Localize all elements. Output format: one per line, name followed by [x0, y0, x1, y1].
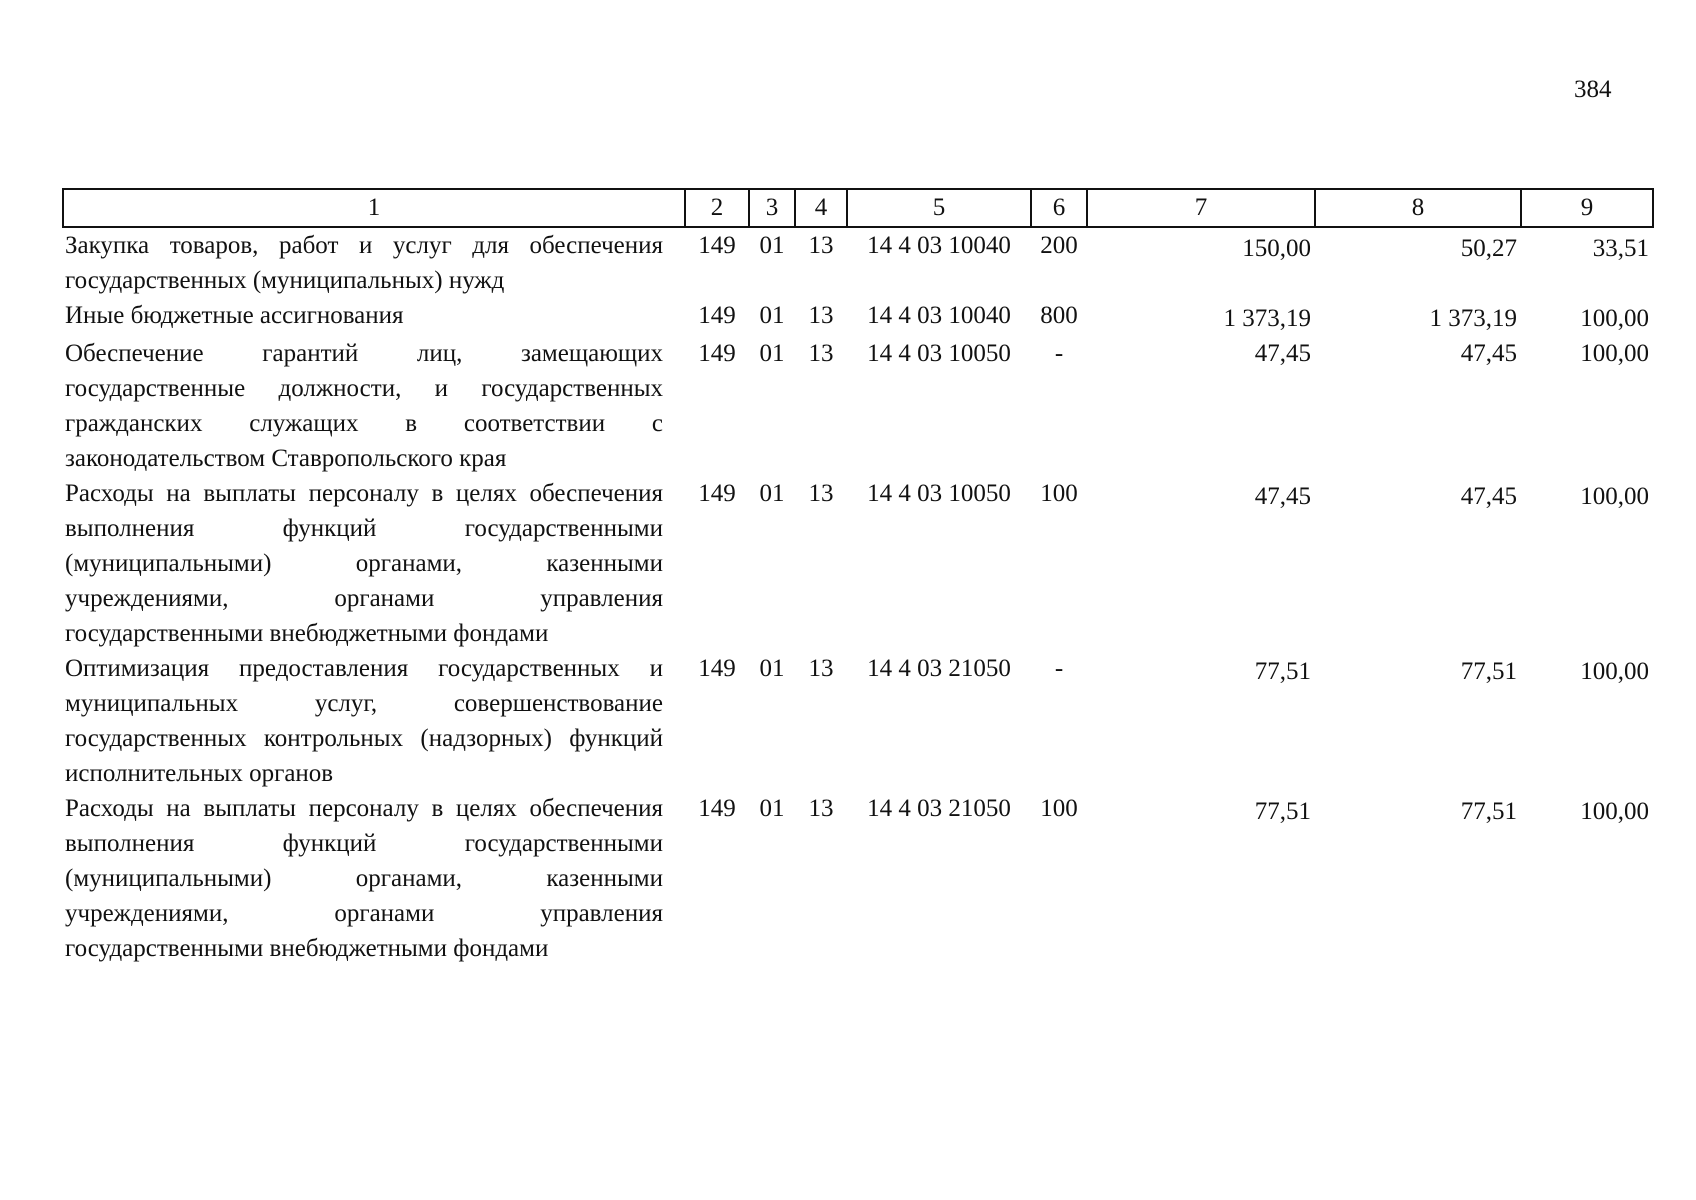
row-value-7: 77,51 [1254, 798, 1311, 825]
table-row [63, 227, 1653, 298]
header-col-7: 7 [1087, 189, 1315, 227]
row-value-7: 150,00 [1242, 235, 1311, 262]
row-value-8: 77,51 [1460, 658, 1517, 685]
header-col-1: 1 [63, 189, 685, 227]
row-code-3: 01 [759, 795, 785, 822]
page-number: 384 [1574, 76, 1612, 103]
row-value-7: 47,45 [1254, 483, 1311, 510]
row-description: Закупка товаров, работ и услуг для обеспечения государственных (муниципальных) нужд [65, 232, 663, 294]
row-code-3: 01 [759, 340, 785, 367]
header-col-3: 3 [749, 189, 795, 227]
row-code-4: 13 [808, 302, 834, 329]
row-code-6: - [1054, 655, 1064, 682]
row-value-7: 77,51 [1254, 658, 1311, 685]
row-code-6: 100 [1040, 480, 1078, 507]
row-code-3: 01 [759, 480, 785, 507]
row-code-2: 149 [698, 655, 736, 682]
header-col-8: 8 [1315, 189, 1521, 227]
row-value-8: 47,45 [1460, 483, 1517, 510]
table-header [63, 189, 1653, 227]
header-col-5: 5 [847, 189, 1031, 227]
row-code-5: 14 4 03 21050 [867, 655, 1011, 682]
row-code-2: 149 [698, 795, 736, 822]
row-value-9: 100,00 [1580, 798, 1649, 825]
row-description: Оптимизация предоставления государственных и муниципальных услуг, совершенствование государственных контрольных (надзорных) функций исполнительных органов [65, 655, 663, 787]
table-row [63, 651, 1653, 791]
row-code-4: 13 [808, 480, 834, 507]
row-code-5: 14 4 03 21050 [867, 795, 1011, 822]
header-col-9: 9 [1521, 189, 1653, 227]
row-code-4: 13 [808, 340, 834, 367]
row-value-8: 50,27 [1460, 235, 1517, 262]
row-code-6: 800 [1040, 302, 1078, 329]
row-code-4: 13 [808, 232, 834, 259]
row-value-9: 100,00 [1580, 305, 1649, 332]
row-description: Расходы на выплаты персоналу в целях обеспечения выполнения функций государственными (муниципальными) органами, казенными учреждениями, органами управления государственными внебюджетными фондами [65, 480, 663, 647]
row-code-4: 13 [808, 655, 834, 682]
row-value-9: 33,51 [1592, 235, 1649, 262]
row-value-9: 100,00 [1580, 340, 1649, 367]
row-code-2: 149 [698, 340, 736, 367]
row-code-5: 14 4 03 10050 [867, 340, 1011, 367]
row-code-5: 14 4 03 10050 [867, 480, 1011, 507]
row-code-5: 14 4 03 10040 [867, 302, 1011, 329]
header-row [63, 189, 1653, 227]
row-value-9: 100,00 [1580, 658, 1649, 685]
row-code-5: 14 4 03 10040 [867, 232, 1011, 259]
row-value-9: 100,00 [1580, 483, 1649, 510]
row-code-6: - [1054, 340, 1064, 367]
table-row [63, 791, 1653, 966]
row-code-6: 200 [1040, 232, 1078, 259]
table-row [63, 298, 1653, 336]
row-description: Обеспечение гарантий лиц, замещающих государственные должности, и государственных гражданских служащих в соответствии с законодательством Ставропольского края [65, 340, 663, 472]
row-value-8: 77,51 [1460, 798, 1517, 825]
row-code-3: 01 [759, 655, 785, 682]
row-code-3: 01 [759, 232, 785, 259]
row-value-8: 47,45 [1460, 340, 1517, 367]
budget-table [62, 188, 1654, 966]
row-code-4: 13 [808, 795, 834, 822]
row-code-6: 100 [1040, 795, 1078, 822]
header-col-2: 2 [685, 189, 749, 227]
row-description: Иные бюджетные ассигнования [65, 302, 404, 329]
row-code-2: 149 [698, 480, 736, 507]
row-code-2: 149 [698, 302, 736, 329]
row-description: Расходы на выплаты персоналу в целях обеспечения выполнения функций государственными (муниципальными) органами, казенными учреждениями, органами управления государственными внебюджетными фондами [65, 795, 663, 962]
header-col-4: 4 [795, 189, 847, 227]
table-row [63, 336, 1653, 476]
row-code-3: 01 [759, 302, 785, 329]
row-value-8: 1 373,19 [1429, 305, 1517, 332]
row-value-7: 47,45 [1254, 340, 1311, 367]
row-code-2: 149 [698, 232, 736, 259]
table-row [63, 476, 1653, 651]
row-value-7: 1 373,19 [1223, 305, 1311, 332]
header-col-6: 6 [1031, 189, 1087, 227]
table-body [63, 227, 1653, 966]
